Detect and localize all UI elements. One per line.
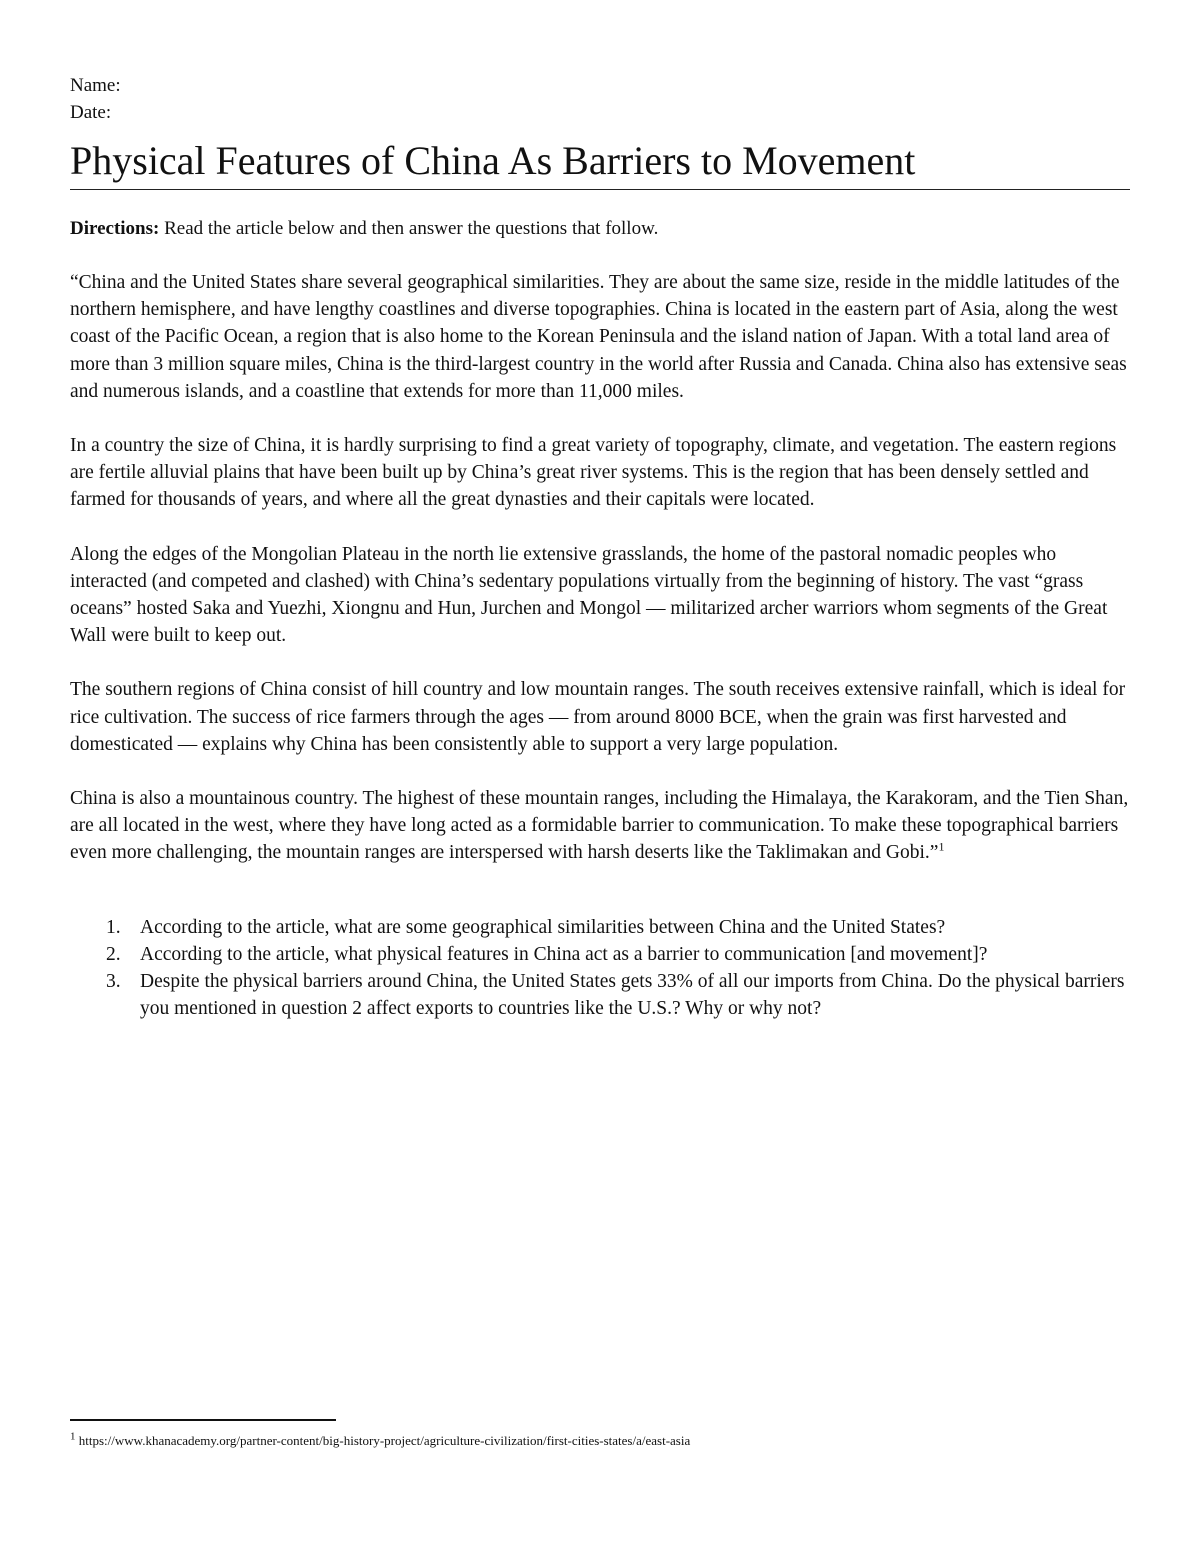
article-paragraph-3: Along the edges of the Mongolian Plateau in the north lie extensive grasslands, the home of the pastoral nomadic peoples who interacted (and competed and clashed) with China’s sedentary populations virtually from the beginning of history. The vast “grass oceans” hosted Saka and Yuezhi, Xiongnu and Hun, Jurchen and Mongol — militarized archer warriors whom segments of the Great Wall were built to keep out.	[70, 543, 1108, 647]
footnote-link[interactable]: https://www.khanacademy.org/partner-content/big-history-project/agriculture-civilization/first-cities-states/a/east-asia	[78, 1433, 691, 1448]
worksheet-page	[70, 72, 1130, 1022]
question-number: 2.	[106, 943, 121, 965]
date-label: Date:	[70, 102, 112, 123]
article-paragraph-5-text: China is also a mountainous country. The highest of these mountain ranges, including the Himalaya, the Karakoram, and the Tien Shan, are all located in the west, where they have long acted as a formidable barrier to communication. To make these topographical barriers even more challenging, the mountain ranges are interspersed with harsh deserts like the Taklimakan and Gobi.”	[70, 788, 1129, 864]
directions-label: Directions:	[70, 218, 160, 239]
question-item	[70, 941, 1130, 968]
question-number: 1.	[106, 916, 121, 938]
article-paragraph-1: “China and the United States share several geographical similarities. They are about the same size, reside in the middle latitudes of the northern hemisphere, and have lengthy coastlines and diverse topographies. China is located in the eastern part of Asia, along the west coast of the Pacific Ocean, a region that is also home to the Korean Peninsula and the island nation of Japan. With a total land area of more than 3 million square miles, China is the third-largest country in the world after Russia and Canada. China also has extensive seas and numerous islands, and a coastline that extends for more than 11,000 miles.	[70, 272, 1127, 402]
directions	[70, 215, 1130, 242]
question-text: According to the article, what are some geographical similarities between China and the United States?	[140, 916, 946, 938]
directions-text: Read the article below and then answer the questions that follow.	[159, 218, 659, 239]
article-paragraph-2: In a country the size of China, it is hardly surprising to find a great variety of topography, climate, and vegetation. The eastern regions are fertile alluvial plains that have been built up by China’s great river systems. This is the region that has been densely settled and farmed for thousands of years, and where all the great dynasties and their capitals were located.	[70, 435, 1117, 511]
footnote-marker: 1	[70, 1430, 76, 1443]
footnote	[70, 1432, 690, 1450]
page-title: Physical Features of China As Barriers to Movement	[70, 137, 1130, 190]
question-list	[70, 914, 1130, 1022]
question-number: 3.	[106, 970, 121, 992]
question-text: According to the article, what physical features in China act as a barrier to communication [and movement]?	[140, 943, 988, 965]
question-text: Despite the physical barriers around China, the United States gets 33% of all our imports from China. Do the physical barriers you mentioned in question 2 affect exports to countries like the U.S.? Why or why not?	[140, 970, 1125, 1019]
name-label: Name:	[70, 75, 121, 96]
footnote-reference[interactable]: 1	[938, 839, 945, 854]
article-paragraph-5	[70, 785, 1130, 867]
question-item	[70, 968, 1130, 1022]
question-item	[70, 914, 1130, 941]
article-paragraph-4: The southern regions of China consist of hill country and low mountain ranges. The south receives extensive rainfall, which is ideal for rice cultivation. The success of rice farmers through the ages — from around 8000 BCE, when the grain was first harvested and domesticated — explains why China has been consistently able to support a very large population.	[70, 679, 1126, 755]
article	[70, 269, 1130, 867]
footnote-separator	[70, 1419, 336, 1421]
